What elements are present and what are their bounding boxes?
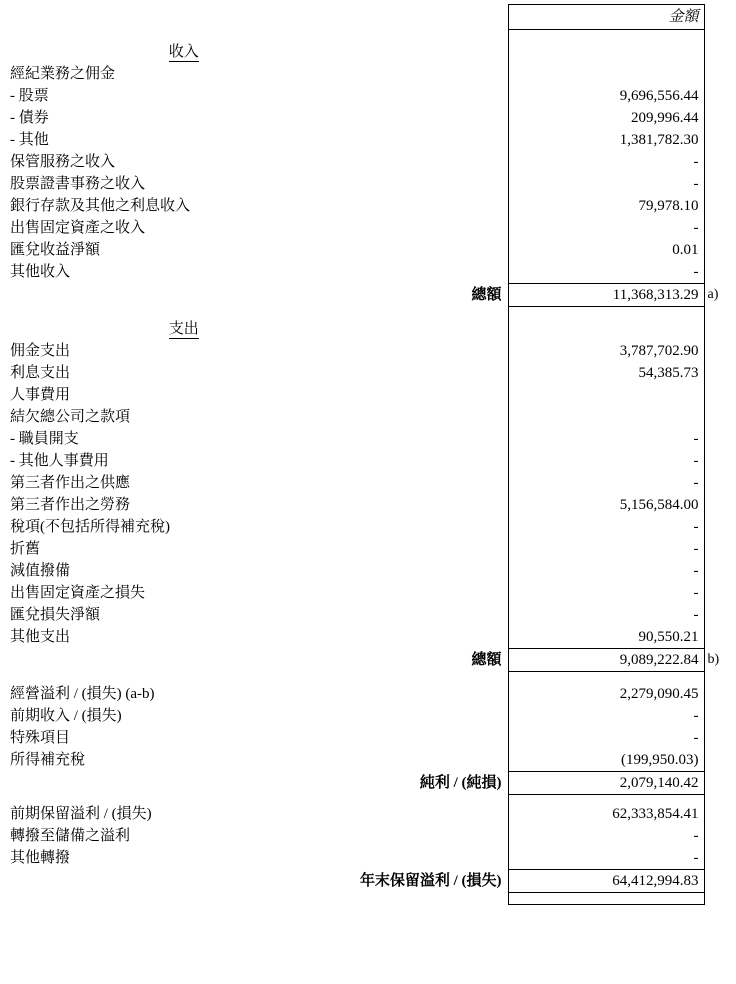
row-label: - 股票 (10, 87, 49, 104)
row-amount: 79,978.10 (508, 195, 704, 217)
row-note (704, 516, 728, 538)
table-row (6, 626, 728, 649)
table-row (6, 173, 728, 195)
row-amount: - (508, 582, 704, 604)
spacer-row (6, 307, 728, 319)
table-row (6, 582, 728, 604)
spacer-amount (508, 795, 704, 804)
row-note (704, 847, 728, 870)
table-row (6, 705, 728, 727)
table-row (6, 538, 728, 560)
total-label: 總額 (471, 286, 502, 303)
row-amount: 9,696,556.44 (508, 85, 704, 107)
row-note (704, 384, 728, 406)
section-total-row-expense (6, 649, 728, 672)
row-note (704, 406, 728, 428)
spacer-row (6, 30, 728, 42)
table-row (6, 107, 728, 129)
table-row (6, 384, 728, 406)
spacer-label (6, 795, 508, 804)
table-row (6, 560, 728, 582)
row-amount: - (508, 825, 704, 847)
row-note (704, 450, 728, 472)
row-amount: 3,787,702.90 (508, 340, 704, 362)
section-title-amount-income (508, 41, 704, 63)
row-amount: - (508, 450, 704, 472)
spacer-note (704, 307, 728, 319)
row-amount: 5,156,584.00 (508, 494, 704, 516)
total-amount: 11,368,313.29 (508, 284, 704, 307)
net-profit-amount: 2,079,140.42 (508, 772, 704, 795)
row-amount: - (508, 472, 704, 494)
row-note (704, 239, 728, 261)
section-title-note-income (704, 41, 728, 63)
row-label: 出售固定資產之損失 (10, 584, 146, 601)
row-label: - 職員開支 (10, 430, 79, 447)
row-label: 減值撥備 (10, 562, 71, 579)
row-label: 其他轉撥 (10, 849, 71, 866)
row-note (704, 85, 728, 107)
row-label: 股票證書事務之收入 (10, 175, 146, 192)
table-row (6, 151, 728, 173)
row-label: 第三者作出之供應 (10, 474, 131, 491)
table-row (6, 406, 728, 428)
row-label: 其他支出 (10, 628, 71, 645)
header-amount-cell: 金額 (508, 5, 704, 30)
row-label: 人事費用 (10, 386, 71, 403)
table-row (6, 825, 728, 847)
row-label: 轉撥至儲備之溢利 (10, 827, 131, 844)
row-note (704, 362, 728, 384)
row-amount: - (508, 727, 704, 749)
table-row (6, 803, 728, 825)
table-row (6, 217, 728, 239)
row-label: 出售固定資產之收入 (10, 219, 146, 236)
table-row (6, 428, 728, 450)
table-row (6, 129, 728, 151)
row-amount: - (508, 560, 704, 582)
total-label: 總額 (471, 651, 502, 668)
row-label: 經紀業務之佣金 (10, 65, 116, 82)
row-amount: - (508, 261, 704, 284)
row-amount: 90,550.21 (508, 626, 704, 649)
row-amount: (199,950.03) (508, 749, 704, 772)
row-note (704, 803, 728, 825)
row-note (704, 472, 728, 494)
row-note (704, 749, 728, 772)
row-amount: - (508, 151, 704, 173)
row-label: 利息支出 (10, 364, 71, 381)
spacer-note (704, 795, 728, 804)
spacer-amount (508, 672, 704, 684)
net-profit-note (704, 772, 728, 795)
total-note: b) (707, 652, 720, 667)
section-title-note-expense (704, 318, 728, 340)
table-row (6, 604, 728, 626)
table-row (6, 261, 728, 284)
section-title-expense-text: 支出 (168, 320, 199, 337)
total-amount: 9,089,222.84 (508, 649, 704, 672)
section-title-income (6, 41, 508, 63)
row-note (704, 340, 728, 362)
spacer-label (6, 893, 508, 905)
row-note (704, 727, 728, 749)
spacer-note (704, 893, 728, 905)
spacer-amount (508, 307, 704, 319)
table-row (6, 340, 728, 362)
table-row (6, 847, 728, 870)
row-label: - 債券 (10, 109, 49, 126)
table-row (6, 494, 728, 516)
row-label: 保管服務之收入 (10, 153, 116, 170)
row-label: 前期保留溢利 / (損失) (10, 805, 152, 822)
row-note (704, 261, 728, 284)
spacer-row (6, 795, 728, 804)
row-amount: - (508, 516, 704, 538)
row-label: 匯兌收益淨額 (10, 241, 101, 258)
row-amount: - (508, 428, 704, 450)
row-note (704, 107, 728, 129)
row-note (704, 494, 728, 516)
section-title-row-income (6, 41, 728, 63)
income-statement-table (6, 4, 728, 905)
row-note (704, 195, 728, 217)
spacer-row (6, 672, 728, 684)
row-note (704, 428, 728, 450)
row-note (704, 705, 728, 727)
row-amount (508, 406, 704, 428)
row-label: 其他收入 (10, 263, 71, 280)
table-row (6, 195, 728, 217)
spacer-note (704, 672, 728, 684)
row-amount: 62,333,854.41 (508, 803, 704, 825)
table-row (6, 450, 728, 472)
row-amount: 0.01 (508, 239, 704, 261)
row-note (704, 582, 728, 604)
row-note (704, 538, 728, 560)
net-profit-row (6, 772, 728, 795)
table-header-row (6, 5, 728, 30)
table-row (6, 63, 728, 85)
row-amount: 54,385.73 (508, 362, 704, 384)
row-note (704, 683, 728, 705)
row-note (704, 604, 728, 626)
row-note (704, 217, 728, 239)
row-label: 佣金支出 (10, 342, 71, 359)
section-title-row-expense (6, 318, 728, 340)
retained-total-label: 年末保留溢利 / (損失) (359, 872, 502, 889)
row-amount: - (508, 705, 704, 727)
row-note (704, 151, 728, 173)
row-amount: - (508, 538, 704, 560)
row-label: 結欠總公司之款項 (10, 408, 131, 425)
spacer-label (6, 307, 508, 319)
row-note (704, 825, 728, 847)
row-label: 稅項(不包括所得補充稅) (10, 518, 170, 535)
row-note (704, 173, 728, 195)
spacer-amount (508, 30, 704, 42)
table-row (6, 472, 728, 494)
row-amount: - (508, 217, 704, 239)
row-amount: 209,996.44 (508, 107, 704, 129)
net-profit-label: 純利 / (純損) (419, 774, 502, 791)
row-label: 經營溢利 / (損失) (a-b) (10, 685, 155, 702)
spacer-amount (508, 893, 704, 905)
row-label: 折舊 (10, 540, 41, 557)
row-note (704, 129, 728, 151)
section-title-expense (6, 318, 508, 340)
header-blank-cell (6, 5, 508, 30)
spacer-label (6, 672, 508, 684)
row-amount: - (508, 604, 704, 626)
row-amount (508, 63, 704, 85)
table-row (6, 85, 728, 107)
row-label: - 其他人事費用 (10, 452, 109, 469)
table-row (6, 727, 728, 749)
row-amount: - (508, 173, 704, 195)
total-note: a) (707, 287, 719, 302)
row-label: 前期收入 / (損失) (10, 707, 122, 724)
row-amount: 1,381,782.30 (508, 129, 704, 151)
retained-total-note (704, 870, 728, 893)
table-row (6, 239, 728, 261)
row-label: 所得補充稅 (10, 751, 86, 768)
table-row (6, 749, 728, 772)
row-amount: 2,279,090.45 (508, 683, 704, 705)
table-row (6, 683, 728, 705)
section-total-row-income (6, 284, 728, 307)
row-amount: - (508, 847, 704, 870)
spacer-note (704, 30, 728, 42)
row-note (704, 626, 728, 649)
row-note (704, 63, 728, 85)
row-label: 匯兌損失淨額 (10, 606, 101, 623)
row-label: 第三者作出之勞務 (10, 496, 131, 513)
table-row (6, 516, 728, 538)
spacer-label (6, 30, 508, 42)
section-title-income-text: 收入 (168, 43, 199, 60)
header-note-cell (704, 5, 728, 30)
row-label: 銀行存款及其他之利息收入 (10, 197, 191, 214)
table-row (6, 362, 728, 384)
footer-spacer-row (6, 893, 728, 905)
financial-statement-page (0, 4, 736, 984)
row-amount (508, 384, 704, 406)
retained-total-row (6, 870, 728, 893)
row-label: - 其他 (10, 131, 49, 148)
row-label: 特殊項目 (10, 729, 71, 746)
row-note (704, 560, 728, 582)
retained-total-amount: 64,412,994.83 (508, 870, 704, 893)
section-title-amount-expense (508, 318, 704, 340)
